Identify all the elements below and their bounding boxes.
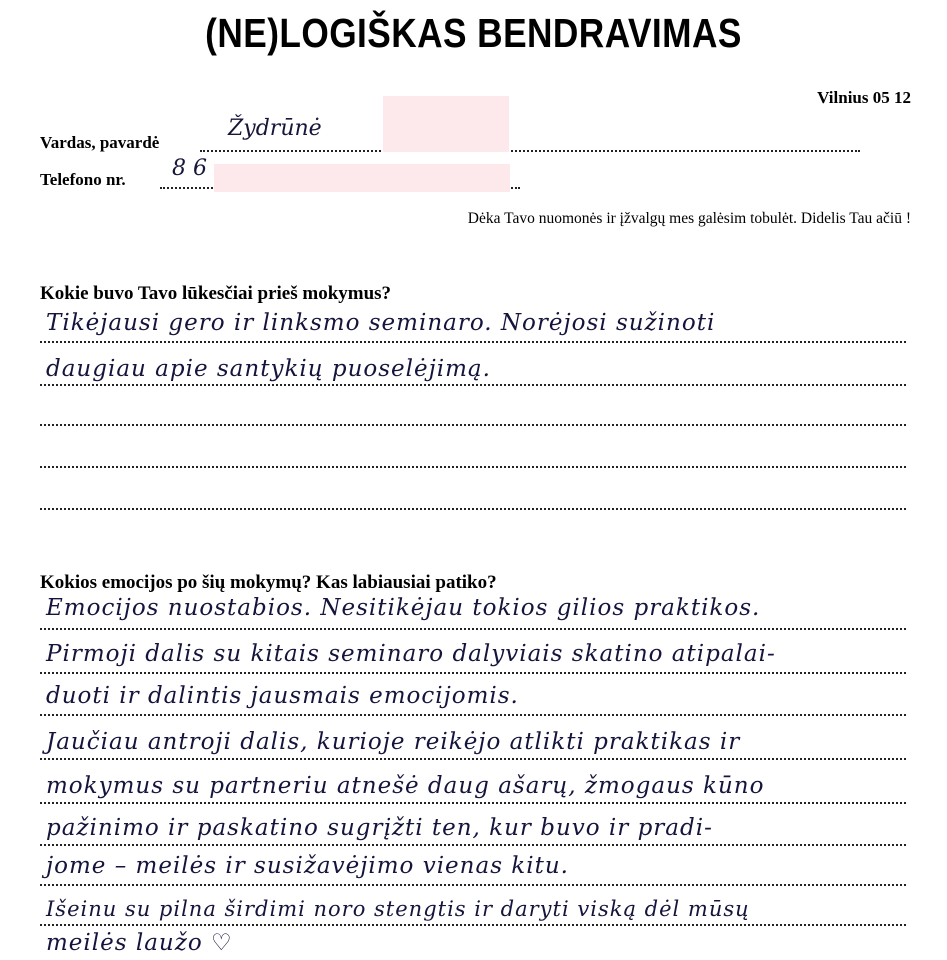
answer-line: Pirmoji dalis su kitais seminaro dalyviais skatino atipalai-	[46, 641, 776, 667]
answer-line: pažinimo ir paskatino sugrįžti ten, kur buvo ir pradi-	[46, 815, 713, 841]
answer-dotted-line	[40, 341, 906, 343]
answer-line: Emocijos nuostabios. Nesitikėjau tokios gilios praktikos.	[46, 595, 761, 621]
answer-dotted-line	[40, 466, 906, 468]
answer-line: jome – meilės ir susižavėjimo vienas kitu.	[46, 853, 569, 879]
answer-dotted-line	[40, 672, 906, 674]
phone-label: Telefono nr.	[40, 170, 126, 189]
answer-dotted-line	[40, 844, 906, 846]
answer-dotted-line	[40, 424, 906, 426]
answer-dotted-line	[40, 384, 906, 386]
phone-redaction	[214, 164, 510, 192]
question-emotions: Kokios emocijos po šių mokymų? Kas labiausiai patiko?	[40, 572, 497, 593]
answer-line: mokymus su partneriu atnešė daug ašarų, žmogaus kūno	[46, 773, 765, 799]
answer-dotted-line	[40, 758, 906, 760]
answer-line: Tikėjausi gero ir linksmo seminaro. Norėjosi sužinoti	[46, 310, 716, 336]
answer-line: Jaučiau antroji dalis, kurioje reikėjo atlikti praktikas ir	[46, 729, 741, 755]
answer-dotted-line	[40, 628, 906, 630]
answer-dotted-line	[40, 714, 906, 716]
phone-value: 8 6	[172, 156, 207, 181]
name-value: Žydrūnė	[228, 116, 322, 141]
answer-line: Išeinu su pilna širdimi noro stengtis ir daryti viską dėl mūsų	[46, 897, 750, 921]
document-title: (NE)LOGIŠKAS BENDRAVIMAS	[205, 10, 742, 56]
answer-dotted-line	[40, 924, 906, 926]
name-redaction	[383, 96, 509, 152]
answer-line: daugiau apie santykių puoselėjimą.	[46, 356, 491, 382]
answer-dotted-line	[40, 802, 906, 804]
name-label: Vardas, pavardė	[40, 133, 160, 152]
question-expectations: Kokie buvo Tavo lūkesčiai prieš mokymus?	[40, 283, 392, 304]
answer-line: duoti ir dalintis jausmais emocijomis.	[46, 683, 519, 709]
answer-dotted-line	[40, 884, 906, 886]
answer-dotted-line	[40, 508, 906, 510]
answer-line: meilės laužo ♡	[46, 930, 233, 956]
name-field-line	[200, 150, 860, 152]
thanks-note: Dėka Tavo nuomonės ir įžvalgų mes galėsim tobulėt. Didelis Tau ačiū !	[467, 210, 911, 227]
date-location: Vilnius 05 12	[817, 88, 911, 107]
